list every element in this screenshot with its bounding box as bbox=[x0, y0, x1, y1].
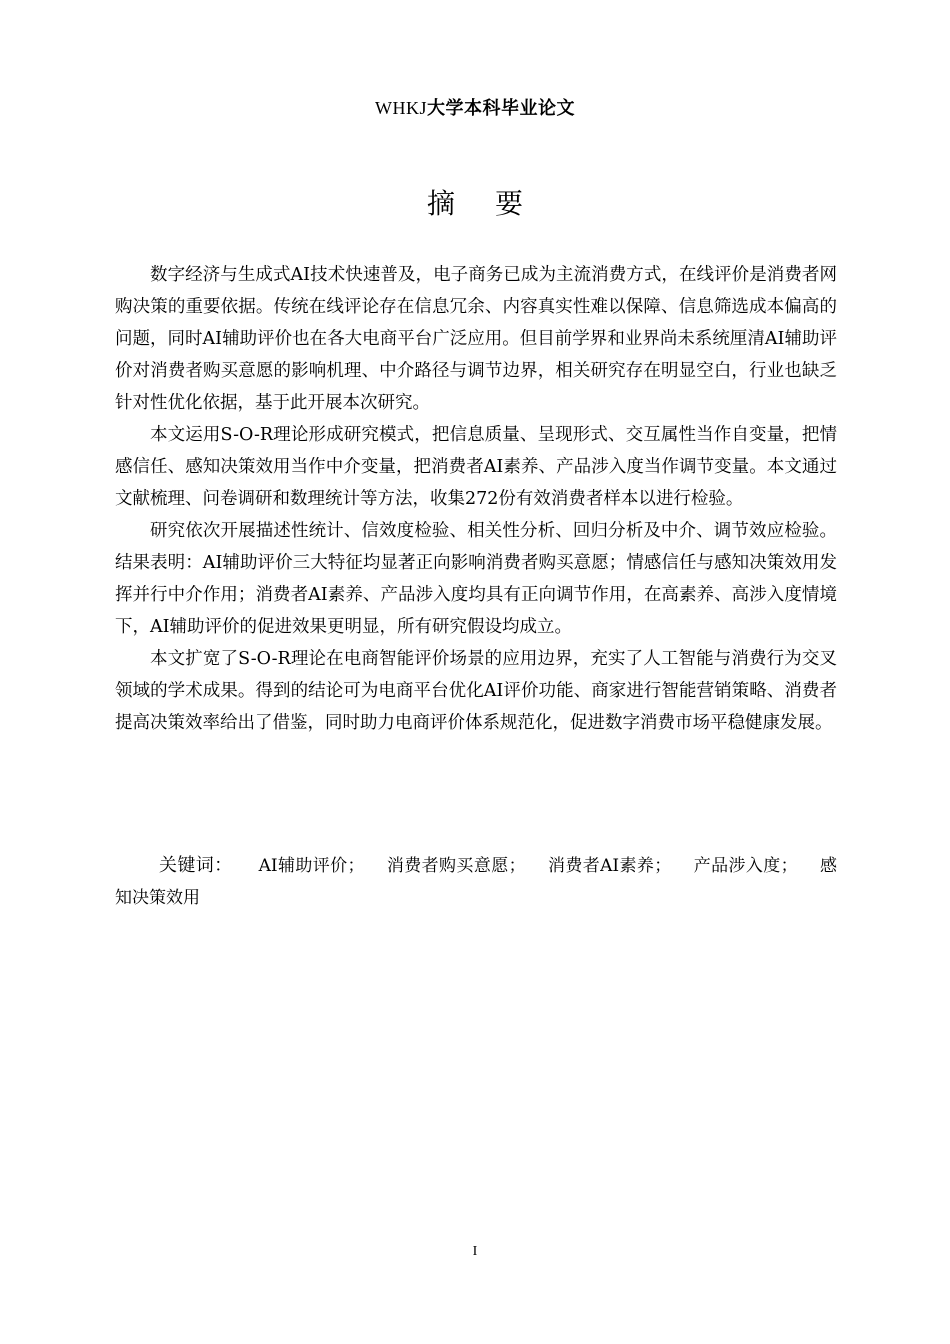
abstract-paragraph: 研究依次开展描述性统计、信效度检验、相关性分析、回归分析及中介、调节效应检验。结果表明：AI辅助评价三大特征均显著正向影响消费者购买意愿；情感信任与感知决策效用发挥并行中介作用；消费者AI素养、产品涉入度均具有正向调节作用，在高素养、高涉入度情境下，AI辅助评价的促进效果更明显，所有研究假设均成立。 bbox=[115, 521, 837, 637]
header-title: 大学本科毕业论文 bbox=[427, 98, 575, 119]
keyword-item: 产品涉入度； bbox=[693, 856, 798, 876]
keyword-item: 消费者购买意愿； bbox=[386, 856, 526, 876]
keyword-item: 感知决策效用 bbox=[115, 856, 838, 908]
page-number: I bbox=[472, 1244, 478, 1259]
running-header bbox=[0, 96, 950, 121]
header-latin: WHKJ bbox=[375, 98, 427, 118]
abstract-paragraph: 数字经济与生成式AI技术快速普及，电子商务已成为主流消费方式，在线评价是消费者网购决策的重要依据。传统在线评论存在信息冗余、内容真实性难以保障、信息筛选成本偏高的问题，同时AI辅助评价也在各大电商平台广泛应用。但目前学界和业界尚未系统厘清AI辅助评价对消费者购买意愿的影响机理、中介路径与调节边界，相关研究存在明显空白，行业也缺乏针对性优化依据，基于此开展本次研究。 bbox=[115, 265, 837, 413]
keyword-item: AI辅助评价； bbox=[258, 856, 365, 876]
abstract-paragraph: 本文运用S-O-R理论形成研究模式，把信息质量、呈现形式、交互属性当作自变量，把情感信任、感知决策效用当作中介变量，把消费者AI素养、产品涉入度当作调节变量。本文通过文献梳理、问卷调研和数理统计等方法，收集272份有效消费者样本以进行检验。 bbox=[115, 425, 837, 509]
abstract-body bbox=[115, 259, 837, 739]
keywords-section bbox=[115, 850, 837, 914]
keyword-item: 消费者AI素养； bbox=[547, 856, 672, 876]
abstract-paragraph: 本文扩宽了S-O-R理论在电商智能评价场景的应用边界，充实了人工智能与消费行为交叉领域的学术成果。得到的结论可为电商平台优化AI评价功能、商家进行智能营销策略、消费者提高决策效率给出了借鉴，同时助力电商评价体系规范化，促进数字消费市场平稳健康发展。 bbox=[115, 649, 837, 733]
abstract-title: 摘要 bbox=[426, 187, 563, 220]
keywords-label: 关键词： bbox=[159, 855, 233, 876]
